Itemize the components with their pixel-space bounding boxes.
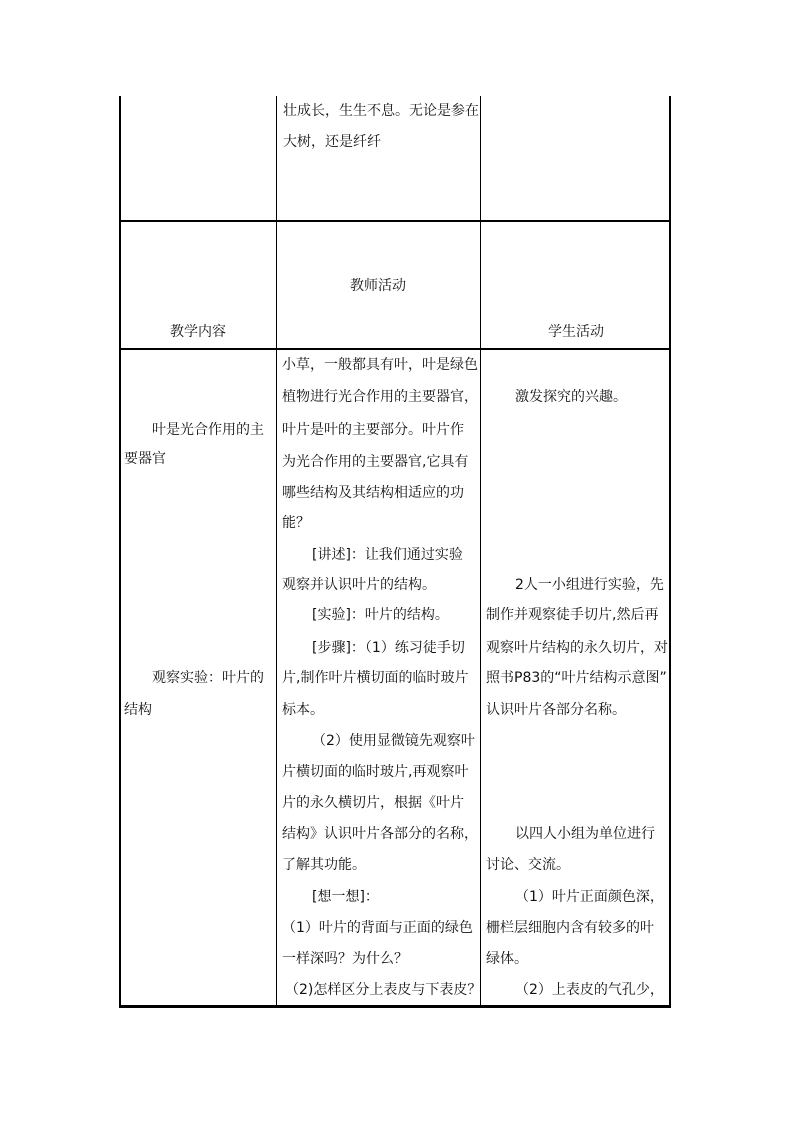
teacher-line: 标本。 bbox=[282, 702, 324, 718]
teacher-line: （1）叶片的背面与正面的绿色 bbox=[282, 920, 473, 936]
student-line: 激发探究的兴趣。 bbox=[515, 389, 627, 405]
topic-leaf-line-1: 叶是光合作用的主 bbox=[152, 422, 264, 438]
student-line: 以四人小组为单位进行 bbox=[515, 826, 655, 842]
table-border-left bbox=[119, 96, 121, 1008]
table-border-bottom bbox=[119, 1005, 671, 1008]
student-line: 讨论、交流。 bbox=[486, 857, 570, 873]
student-line: 绿体。 bbox=[486, 951, 528, 967]
teacher-line: 能？ bbox=[282, 515, 310, 531]
row-divider-header-bottom bbox=[119, 348, 671, 350]
teacher-line: 结构》认识叶片各部分的名称， bbox=[282, 826, 478, 842]
student-line: 认识叶片各部分名称。 bbox=[486, 702, 626, 718]
column-divider-2 bbox=[480, 96, 481, 1006]
teacher-line: 片,制作叶片横切面的临时玻片 bbox=[282, 670, 469, 686]
student-line: 栅栏层细胞内含有较多的叶 bbox=[486, 920, 654, 936]
student-line: （1）叶片正面颜色深， bbox=[515, 889, 664, 905]
top-teacher-line-2: 大树，还是纤纤 bbox=[283, 134, 381, 150]
teacher-line: 为光合作用的主要器官,它具有 bbox=[282, 454, 469, 470]
student-line: 照书P83的“叶片结构示意图” bbox=[486, 670, 667, 686]
student-line: （2）上表皮的气孔少， bbox=[515, 982, 664, 998]
teacher-line: 片横切面的临时玻片,再观察叶 bbox=[282, 764, 469, 780]
top-teacher-line-1: 壮成长，生生不息。无论是参在 bbox=[283, 103, 479, 119]
teacher-line: [想一想]： bbox=[312, 889, 379, 905]
teacher-line: [步骤]：（1）练习徒手切 bbox=[312, 640, 465, 656]
table-border-right bbox=[669, 96, 671, 1008]
teacher-line: [实验]：叶片的结构。 bbox=[312, 607, 449, 623]
header-teacher: 教师活动 bbox=[350, 278, 406, 294]
header-student: 学生活动 bbox=[548, 324, 604, 340]
teacher-line: 叶片是叶的主要部分。叶片作 bbox=[282, 422, 464, 438]
student-line: 制作并观察徒手切片,然后再 bbox=[486, 607, 659, 623]
student-line: 2人一小组进行实验，先 bbox=[515, 577, 664, 593]
teacher-line: 了解其功能。 bbox=[282, 857, 366, 873]
teacher-line: 小草，一般都具有叶，叶是绿色 bbox=[282, 357, 478, 373]
teacher-line: 片的永久横切片，根据《叶片 bbox=[282, 795, 464, 811]
teacher-line: 植物进行光合作用的主要器官， bbox=[282, 389, 478, 405]
topic-experiment-line-2: 结构 bbox=[124, 702, 152, 718]
topic-experiment-line-1: 观察实验：叶片的 bbox=[152, 670, 264, 686]
topic-leaf-line-2: 要器官 bbox=[124, 451, 166, 467]
teacher-line: （2）使用显微镜先观察叶 bbox=[312, 733, 475, 749]
teacher-line: 一样深吗？为什么？ bbox=[282, 951, 408, 967]
teacher-line: 观察并认识叶片的结构。 bbox=[282, 577, 436, 593]
teacher-line: （2)怎样区分上表皮与下表皮？ bbox=[285, 982, 482, 998]
teacher-line: 哪些结构及其结构相适应的功 bbox=[282, 485, 464, 501]
student-line: 观察叶片结构的永久切片，对 bbox=[486, 640, 668, 656]
row-divider-header-top bbox=[119, 220, 671, 222]
teacher-line: [讲述]：让我们通过实验 bbox=[312, 547, 463, 563]
column-divider-1 bbox=[276, 96, 277, 1006]
header-content: 教学内容 bbox=[170, 324, 226, 340]
